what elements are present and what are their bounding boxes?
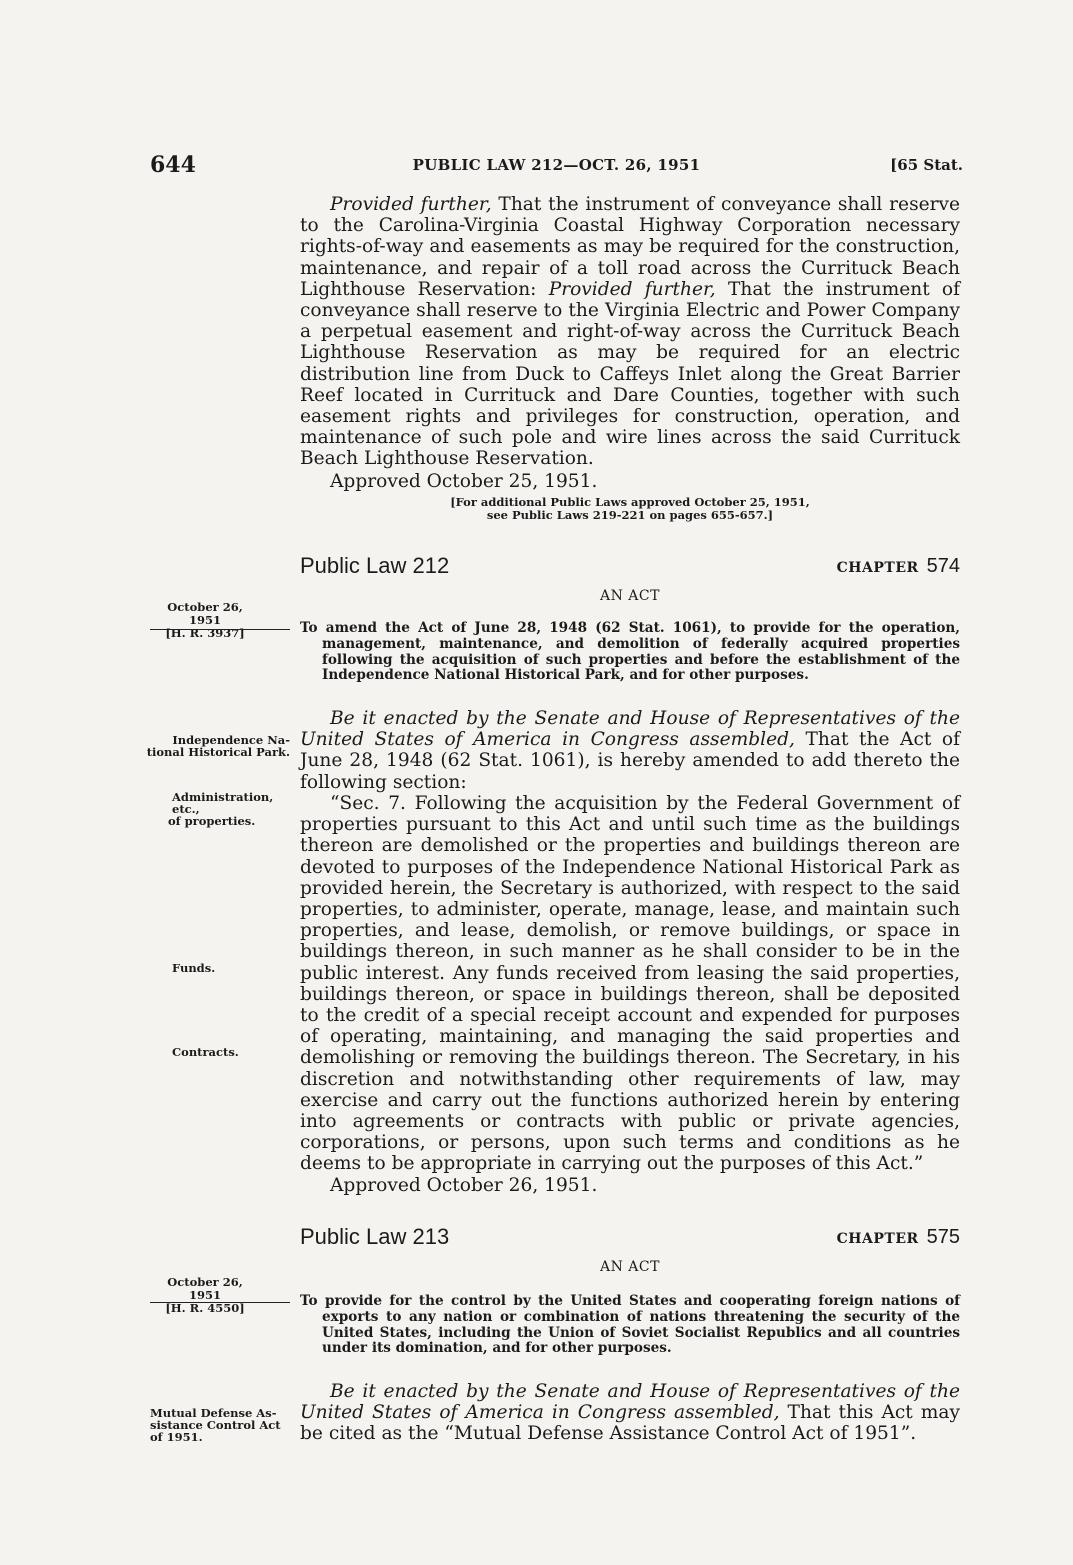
section-7: [300, 793, 960, 1175]
chapter-word: CHAPTER: [836, 560, 919, 576]
enacting-text: That this Act may be cited as the “Mutual Defense Assistance Control Act of 1951”.: [300, 1402, 961, 1445]
act-purpose: [300, 1294, 960, 1357]
margin-rule: [150, 1302, 290, 1303]
date-margin-note: [150, 1276, 260, 1315]
footnote-line-1: [For additional Public Laws approved October 25, 1951,: [450, 495, 810, 509]
proviso-italic: Provided further,: [548, 278, 716, 300]
continuation-text-2: That the instrument of conveyance shall reserve to the Virginia Electric and Power Company a perpetual easement and right-of-way across the Currituck Beach Lighthouse Reservation as may be required for an electric distribution line from Duck to Caffeys Inlet along the Great Barrier Reef located in Currituck and Dare Counties, together with such easement rights and privileges for construction, operation, and maintenance of such pole and wire lines across the said Currituck Beach Lighthouse Reservation.: [300, 278, 960, 470]
margin-rule: [150, 629, 290, 630]
margin-line: of properties.: [168, 814, 256, 828]
chapter-label: [837, 1226, 960, 1249]
chapter-number: 574: [926, 555, 960, 577]
date-note: October 26, 1951: [167, 1275, 243, 1302]
header-stat-reference: [65 Stat.: [890, 156, 963, 174]
an-act-title: AN ACT: [600, 588, 660, 604]
margin-line: Independence Na-: [172, 733, 290, 747]
bill-note: [H. R. 3937]: [165, 626, 245, 640]
margin-note-admin: [140, 791, 290, 827]
margin-line: tional Historical Park.: [146, 745, 290, 759]
continuation-text-1: That the instrument of conveyance shall reserve to the Carolina-Virginia Coastal Highway Corporation necessary rights-of-way and easements as may be required for the construction, maintenance, and repair of a toll road across the Currituck Beach Lighthouse Reservation:: [300, 194, 961, 300]
section-number: “Sec. 7.: [330, 793, 406, 814]
margin-note-mutual-defense: [150, 1407, 290, 1443]
approval-text: Approved October 25, 1951.: [330, 471, 598, 492]
date-margin-note: [150, 601, 260, 640]
enacting-text: That the Act of June 28, 1948 (62 Stat. 1061), is hereby amended to add thereto the following section:: [300, 729, 960, 793]
header-title: PUBLIC LAW 212—OCT. 26, 1951: [412, 156, 701, 174]
footnote: [300, 496, 960, 522]
proviso-italic: Provided further,: [330, 194, 492, 215]
margin-line: Administration, etc.,: [172, 790, 274, 816]
running-header: [150, 152, 963, 182]
bill-note: [H. R. 4550]: [165, 1301, 245, 1315]
continuation-paragraph: [300, 194, 960, 470]
approval-date: [300, 471, 960, 492]
an-act-title: AN ACT: [600, 1259, 660, 1275]
margin-note-park: [140, 734, 290, 758]
law-name: Public Law 212: [300, 553, 450, 578]
chapter-label: [837, 555, 960, 578]
section-text: Following the acquisition by the Federal Government of properties pursuant to this Act and until such time as the buildings thereon are demolished or the properties and buildings thereon are devoted to purposes of the Independence National Historical Park as provided herein, the Secretary is authorized, with respect to the said properties, to administer, operate, manage, lease, and maintain such properties, and lease, demolish, or remove buildings, or space in buildings thereon, in such manner as he shall consider to be in the public interest. Any funds received from leasing the said properties, buildings thereon, or space in buildings thereon, shall be deposited to the credit of a special receipt account and expended for purposes of operating, maintaining, and managing the said properties and demolishing or removing the buildings thereon. The Secretary, in his discretion and notwithstanding other requirements of law, may exercise and carry out the functions authorized herein by entering into agreements or contracts with public or private agencies, corporations, or persons, upon such terms and conditions as he deems to be appropriate in carrying out the purposes of this Act.”: [300, 793, 960, 1175]
law-212-heading: [300, 553, 960, 581]
margin-line: of 1951.: [150, 1430, 203, 1444]
purpose-text: To provide for the control by the United States and cooperating foreign nations of exports to any nation or combination of nations threatening the security of the United States, including the Union of Soviet Socialist Republics and all countries under its domination, and for other purposes.: [300, 1293, 960, 1357]
purpose-text: To amend the Act of June 28, 1948 (62 Stat. 1061), to provide for the operation, management, maintenance, and demolition of federally acquired properties following the acquisition of such properties and before the establishment of the Independence National Historical Park, and for other purposes.: [300, 620, 960, 684]
margin-note-funds: Funds.: [172, 961, 216, 975]
enacting-clause: [300, 1381, 960, 1445]
margin-note-contracts: Contracts.: [172, 1045, 239, 1059]
enacting-italic: Be it enacted by the Senate and House of Representatives of the United States of America in Congress assembled,: [300, 708, 960, 751]
act-purpose: [300, 621, 960, 684]
law-name: Public Law 213: [300, 1224, 450, 1249]
enacting-clause: [300, 708, 960, 793]
footnote-line-2: see Public Laws 219-221 on pages 655-657.]: [486, 508, 774, 522]
date-note: October 26, 1951: [167, 600, 243, 627]
approval-text: Approved October 26, 1951.: [330, 1175, 598, 1196]
margin-line: Mutual Defense As-: [150, 1406, 277, 1420]
chapter-number: 575: [926, 1226, 960, 1248]
enacting-italic: Be it enacted by the Senate and House of Representatives of the United States of America in Congress assembled,: [300, 1381, 960, 1424]
law-213-heading: [300, 1224, 960, 1252]
chapter-word: CHAPTER: [836, 1231, 919, 1247]
page-number: 644: [150, 152, 196, 178]
margin-line: sistance Control Act: [150, 1418, 281, 1432]
approval-date: [300, 1175, 960, 1196]
